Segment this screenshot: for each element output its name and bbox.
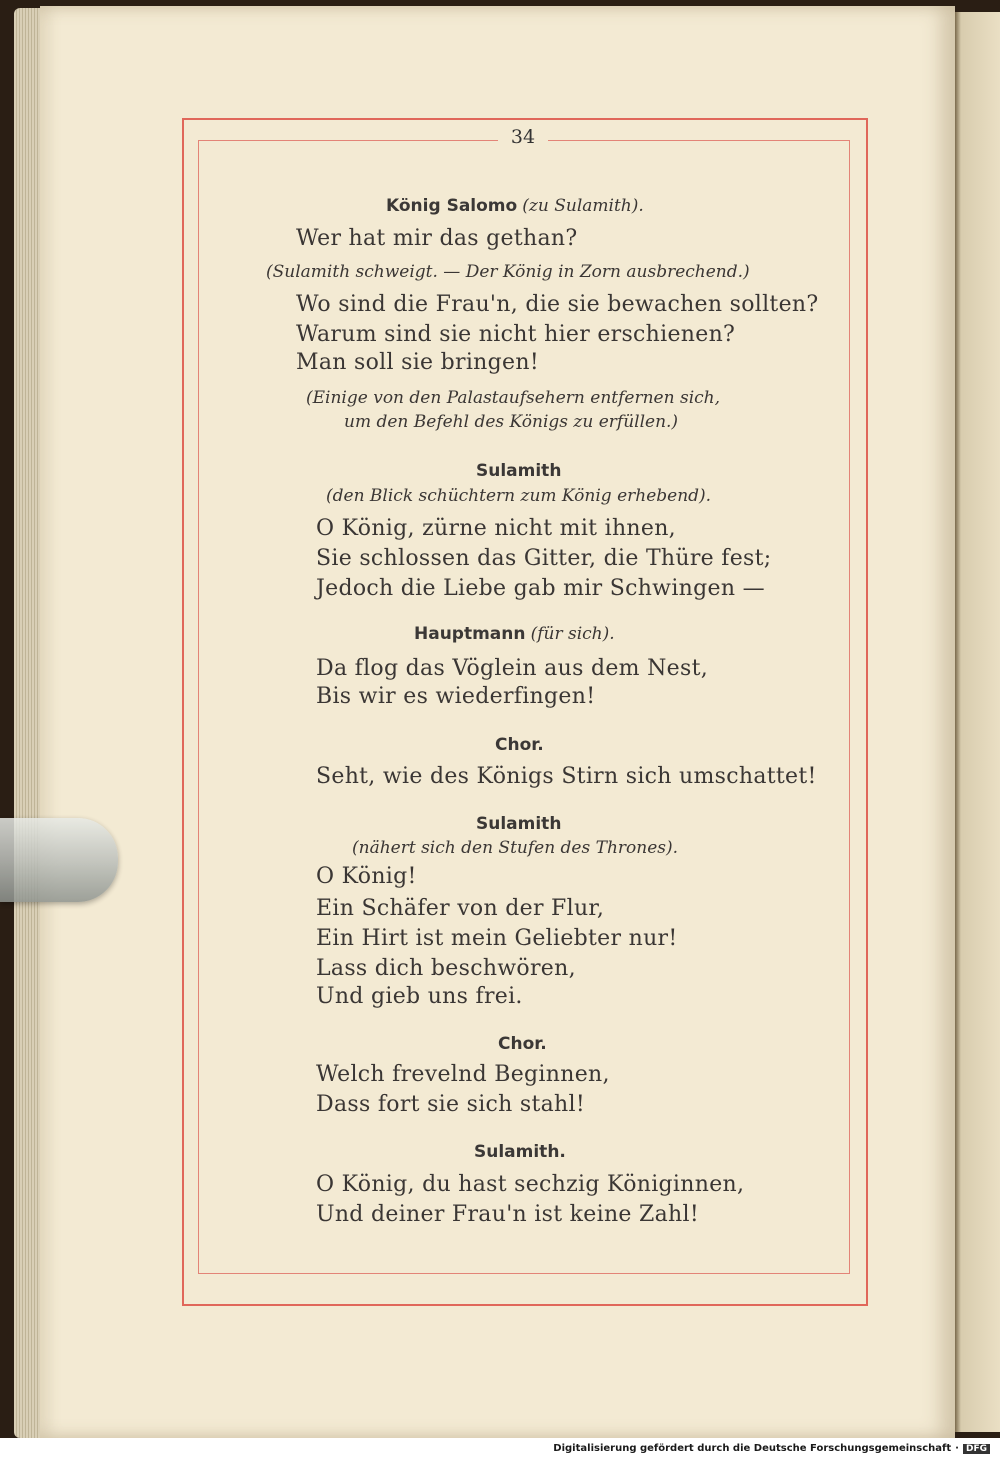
speaker-name: Sulamith xyxy=(476,461,562,481)
stage-direction: um den Befehl des Königs zu erfüllen.) xyxy=(344,412,679,432)
verse-line: Jedoch die Liebe gab mir Schwingen — xyxy=(316,576,765,601)
speaker-line xyxy=(414,624,615,644)
verse-line: Und gieb uns frei. xyxy=(316,984,523,1009)
stage-direction: (für sich). xyxy=(530,624,615,644)
verse-line: Lass dich beschwören, xyxy=(316,956,576,981)
verse-line: Warum sind sie nicht hier erschienen? xyxy=(296,322,736,347)
verse-line: Wer hat mir das gethan? xyxy=(296,226,578,251)
verse-line: Wo sind die Frau'n, die sie bewachen sollten? xyxy=(296,292,819,317)
verse-line: O König, zürne nicht mit ihnen, xyxy=(316,516,676,541)
verse-line: Sie schlossen das Gitter, die Thüre fest; xyxy=(316,546,772,571)
facing-page-edge xyxy=(955,12,1000,1432)
speaker-name: König Salomo xyxy=(386,196,518,216)
header-rule-left xyxy=(198,140,498,141)
verse-line: Welch frevelnd Beginnen, xyxy=(316,1062,610,1087)
verse-line: Seht, wie des Königs Stirn sich umschattet! xyxy=(316,764,817,789)
verse-line: Bis wir es wiederfingen! xyxy=(316,684,596,709)
speaker-name: Sulamith xyxy=(476,814,562,834)
verse-line: O König, du hast sechzig Königinnen, xyxy=(316,1172,745,1197)
speaker-name: Sulamith. xyxy=(474,1142,566,1162)
stage-direction: (nähert sich den Stufen des Thrones). xyxy=(352,838,679,858)
dfg-logo-icon: DFG xyxy=(963,1444,990,1454)
speaker-name: Chor. xyxy=(495,735,544,755)
verse-line: Dass fort sie sich stahl! xyxy=(316,1092,586,1117)
stage-direction: (den Blick schüchtern zum König erhebend). xyxy=(326,486,712,506)
stage-direction: (Einige von den Palastaufsehern entfernen sich, xyxy=(306,388,721,408)
page-number: 34 xyxy=(510,126,536,148)
stage-direction: (zu Sulamith). xyxy=(522,196,644,216)
verse-line: Ein Hirt ist mein Geliebter nur! xyxy=(316,926,678,951)
funding-footer xyxy=(553,1443,990,1454)
verse-line: Man soll sie bringen! xyxy=(296,350,539,375)
footer-text: Digitalisierung gefördert durch die Deutsche Forschungsgemeinschaft xyxy=(553,1443,952,1454)
verse-line: Ein Schäfer von der Flur, xyxy=(316,896,605,921)
page-clip xyxy=(0,818,118,902)
header-rule-right xyxy=(548,140,850,141)
stage-direction: (Sulamith schweigt. — Der König in Zorn ausbrechend.) xyxy=(266,262,750,282)
verse-line: Und deiner Frau'n ist keine Zahl! xyxy=(316,1202,699,1227)
speaker-name: Chor. xyxy=(498,1034,547,1054)
verse-line: Da flog das Vöglein aus dem Nest, xyxy=(316,656,708,681)
speaker-line xyxy=(386,196,644,216)
speaker-name: Hauptmann xyxy=(414,624,526,644)
verse-line: O König! xyxy=(316,864,417,889)
footer-separator: · xyxy=(955,1443,959,1454)
